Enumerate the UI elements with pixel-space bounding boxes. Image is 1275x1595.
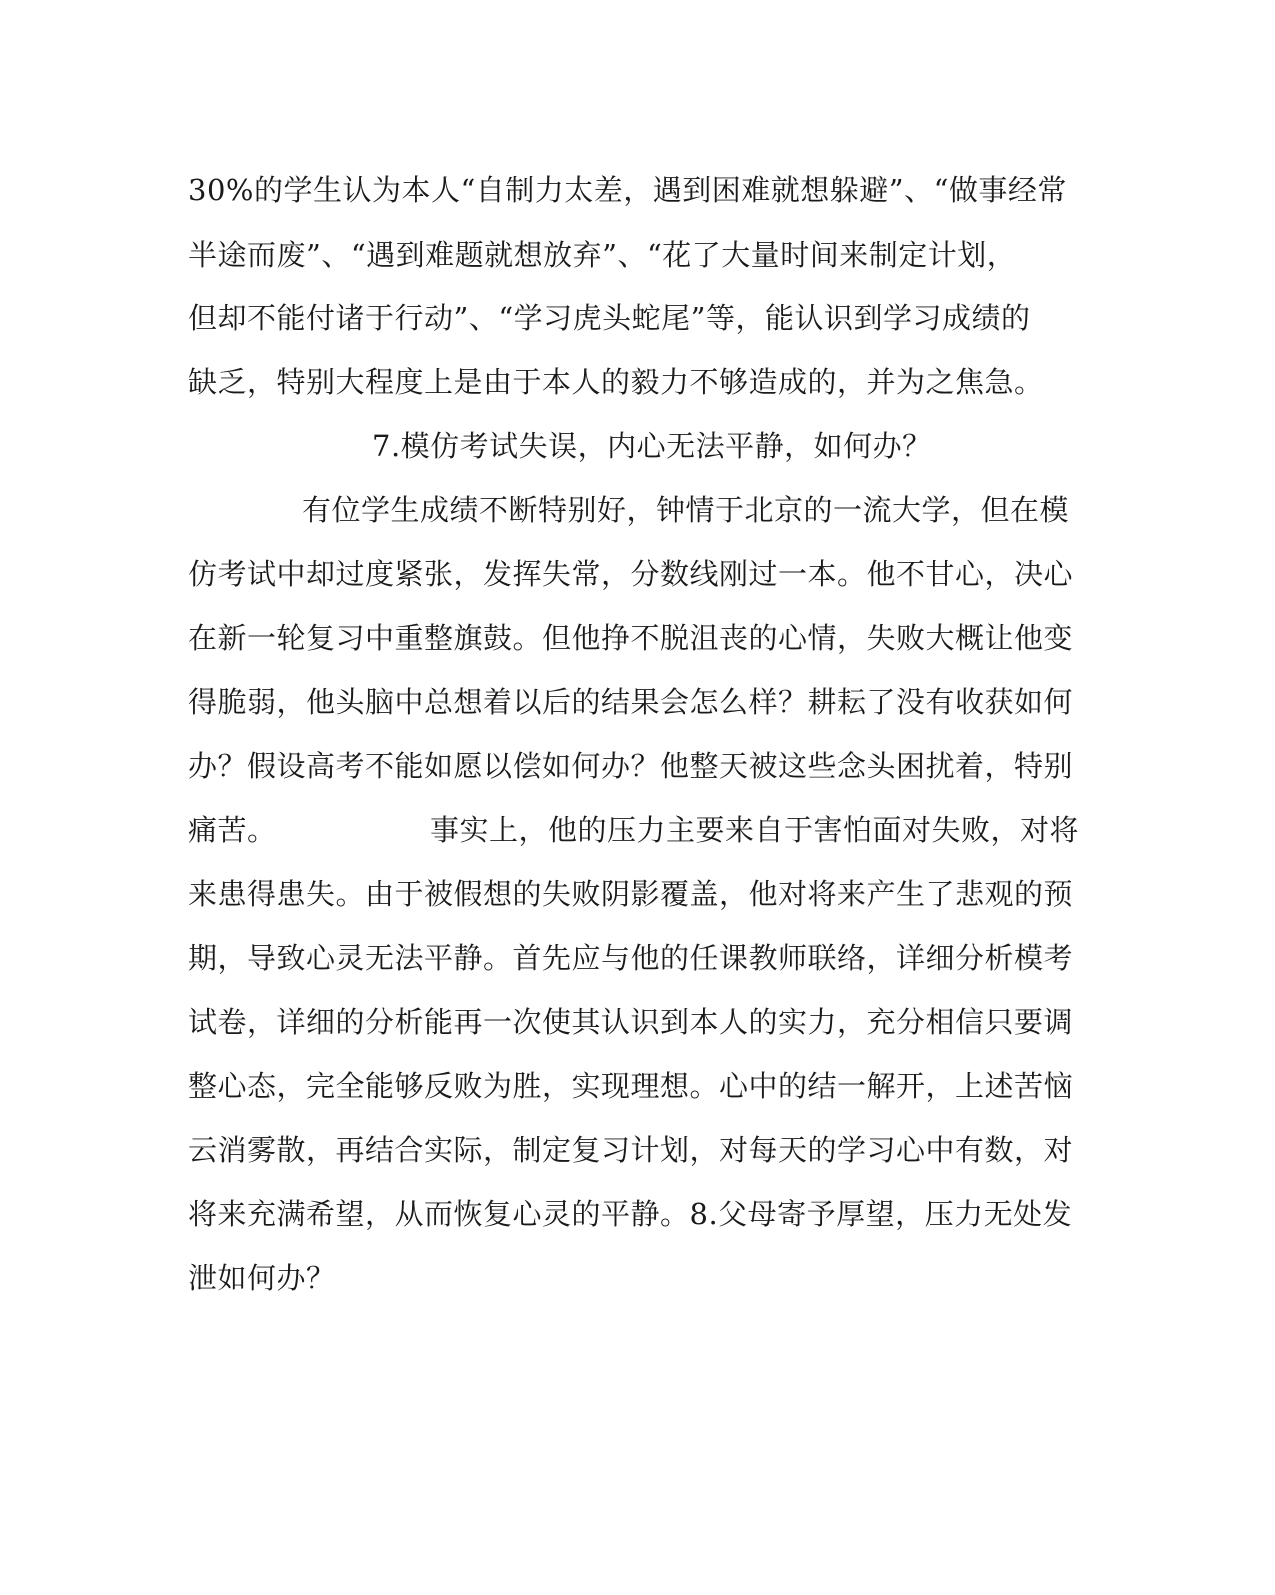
text-line: 得脆弱，他头脑中总想着以后的结果会怎么样？耕耘了没有收获如何	[188, 685, 1074, 719]
text-line: 但却不能付诸于行动”、“学习虎头蛇尾”等，能认识到学习成绩的	[188, 301, 1031, 335]
text-line: 半途而废”、“遇到难题就想放弃”、“花了大量时间来制定计划，	[188, 238, 1017, 272]
text-line: 将来充满希望，从而恢复心灵的平静。8.父母寄予厚望，压力无处发	[188, 1197, 1073, 1231]
text-line: 办？假设高考不能如愿以偿如何办？他整天被这些念头困扰着，特别	[188, 749, 1074, 783]
text-line: 30%的学生认为本人“自制力太差，遇到困难就想躲避”、“做事经常	[188, 173, 1067, 207]
text-line: 仿考试中却过度紧张，发挥失常，分数线刚过一本。他不甘心，决心	[188, 557, 1074, 591]
text-line: 事实上，他的压力主要来自于害怕面对失败，对将	[430, 813, 1080, 847]
text-line: 缺乏，特别大程度上是由于本人的毅力不够造成的，并为之焦急。	[188, 365, 1044, 399]
text-line: 整心态，完全能够反败为胜，实现理想。心中的结一解开，上述苦恼	[188, 1069, 1074, 1103]
text-line: 在新一轮复习中重整旗鼓。但他挣不脱沮丧的心情，失败大概让他变	[188, 621, 1074, 655]
text-line: 痛苦。	[188, 813, 277, 847]
text-line: 来患得患失。由于被假想的失败阴影覆盖，他对将来产生了悲观的预	[188, 877, 1074, 911]
text-line: 云消雾散，再结合实际，制定复习计划，对每天的学习心中有数，对	[188, 1133, 1074, 1167]
text-line: 期，导致心灵无法平静。首先应与他的任课教师联络，详细分析模考	[188, 941, 1074, 975]
paragraph-first-line: 有位学生成绩不断特别好，钟情于北京的一流大学，但在模	[302, 493, 1070, 527]
section-heading: 7.模仿考试失误，内心无法平静，如何办？	[372, 429, 932, 463]
text-line: 泄如何办？	[188, 1261, 336, 1295]
text-line: 试卷，详细的分析能再一次使其认识到本人的实力，充分相信只要调	[188, 1005, 1074, 1039]
